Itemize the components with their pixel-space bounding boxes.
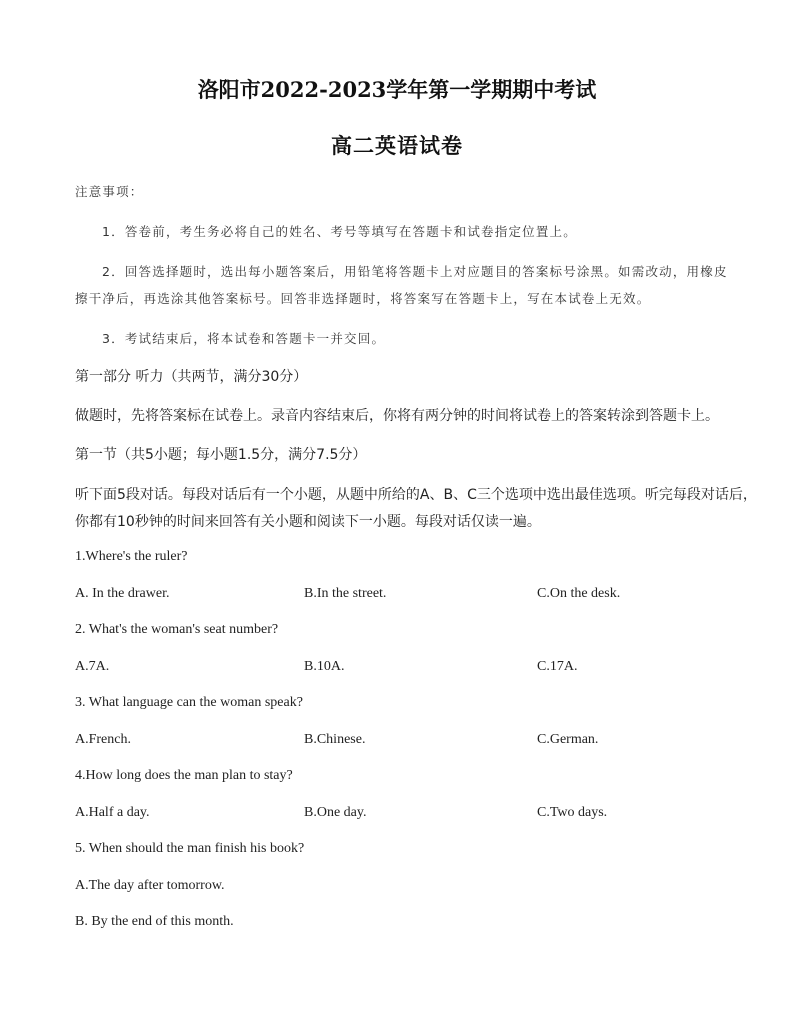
notice-item-2-line-1: 2．回答选择题时，选出每小题答案后，用铅笔将答题卡上对应题目的答案标号涂黑。如需改动，用橡皮 xyxy=(102,264,728,279)
question-3-option-c: C.German. xyxy=(537,732,599,747)
section1-directions-line-1: 听下面5段对话。每段对话后有一个小题，从题中所给的A、B、C三个选项中选出最佳选项。听完每段对话后， xyxy=(75,487,757,503)
question-3-option-b: B.Chinese. xyxy=(304,732,366,747)
notice-item-3: 3．考试结束后，将本试卷和答题卡一并交回。 xyxy=(102,331,386,346)
question-1-option-a: A. In the drawer. xyxy=(75,586,170,601)
question-2-option-a: A.7A. xyxy=(75,659,110,674)
question-5-option-b: B. By the end of this month. xyxy=(75,914,234,929)
question-4-option-b: B.One day. xyxy=(304,805,367,820)
question-4-option-a: A.Half a day. xyxy=(75,805,150,820)
question-4-option-c: C.Two days. xyxy=(537,805,608,820)
question-2-stem: 2. What's the woman's seat number? xyxy=(75,622,279,637)
question-4-stem: 4.How long does the man plan to stay? xyxy=(75,768,293,783)
notice-item-1: 1．答卷前，考生务必将自己的姓名、考号等填写在答题卡和试卷指定位置上。 xyxy=(102,224,577,239)
notice-item-2-line-2: 擦干净后，再选涂其他答案标号。回答非选择题时，将答案写在答题卡上，写在本试卷上无效。 xyxy=(75,291,651,306)
question-2-option-c: C.17A. xyxy=(537,659,578,674)
exam-subtitle: 高二英语试卷 xyxy=(331,133,463,158)
part1-heading: 第一部分 听力（共两节，满分30分） xyxy=(75,369,308,385)
section1-directions-line-2: 你都有10秒钟的时间来回答有关小题和阅读下一小题。每段对话仅读一遍。 xyxy=(75,514,541,530)
question-2-option-b: B.10A. xyxy=(304,659,345,674)
question-1-stem: 1.Where's the ruler? xyxy=(75,549,188,564)
notice-heading: 注意事项： xyxy=(75,184,144,199)
question-1-option-c: C.On the desk. xyxy=(537,586,621,601)
question-1-option-b: B.In the street. xyxy=(304,586,387,601)
question-5-stem: 5. When should the man finish his book? xyxy=(75,841,305,856)
exam-title: 洛阳市2022-2023学年第一学期期中考试 xyxy=(197,77,597,102)
part1-instruction: 做题时，先将答案标在试卷上。录音内容结束后，你将有两分钟的时间将试卷上的答案转涂到答题卡上。 xyxy=(75,408,719,424)
section1-heading: 第一节（共5小题；每小题1.5分，满分7.5分） xyxy=(75,447,367,463)
question-3-stem: 3. What language can the woman speak? xyxy=(75,695,303,710)
question-5-option-a: A.The day after tomorrow. xyxy=(75,878,225,893)
question-3-option-a: A.French. xyxy=(75,732,131,747)
